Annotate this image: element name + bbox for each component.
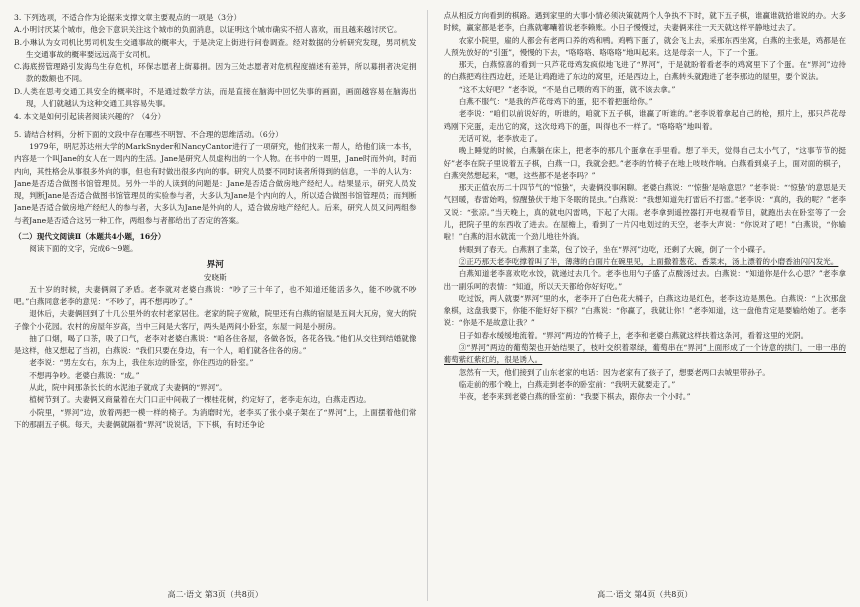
question-5-stem: 5. 请结合材料，分析下面的文段中存在哪些不明智、不合理的思维活动。（6分） xyxy=(14,129,283,139)
passage-paragraph: 白燕不服气：“是我的芦花母鸡下的蛋，犯不着把蛋给你。” xyxy=(458,97,653,107)
passage-paragraph: 晚上睡觉的时候，白燕躺在床上，把老李的那几个蛋拿在手里看。想了半天，觉得自己太小气了，“这事节节的挺好”老李在院子里说着五子棋，白燕一口，我就会把。”老李的竹椅子在地上吱吱作响。白燕看到桌子上，面对面的棋子，白燕突然想起来，“嗯，这些都不是老李吗？” xyxy=(443,146,846,180)
option-b: B.小琳认为女司机比男司机发生交通事故的概率大，于是决定上街进行问卷调查。经对数据的分析研究发现，男司机发生交通事故的概率要远远高于女司机。 xyxy=(14,37,417,59)
passage-paragraph: 日子如春水缓缓地流着。“界河”两边的竹椅子上，老李和老婆白燕就这样扶着这条河，看着这里的光阴。 xyxy=(458,330,809,340)
question-3-stem: 3. 下列选项，不适合作为论据来支撑文章主要观点的一项是（3分） xyxy=(14,13,242,22)
passage-paragraph: 转眼到了春天。白燕割了韭菜，包了饺子，坐在“界河”边吃，还剩了大碗，倒了一个小碟子。 xyxy=(458,244,771,254)
section-heading: （二）现代文阅读Ⅱ（本题共4小题，16分） xyxy=(14,232,166,242)
passage-paragraph: 农家小院里，雇的人都会有老两口养的鸡和鸭。鸡鸭下蛋了，就会飞上去，采那东西坐窝，白燕的主张是，鸡都是在人预先放好的“引蛋”，慢慢的下去，“咯咯咯、咯咯咯”地叫起来。这是母亲一人，下了一个蛋。 xyxy=(443,35,846,57)
right-page-footer: 高二·语文 第4页（共8页） xyxy=(597,590,693,599)
reading-section-2 xyxy=(14,231,417,431)
passage-title: 界河 xyxy=(206,259,224,270)
question-4: 4. 本文是如何引起读者阅读兴趣的？（4分） xyxy=(14,112,166,122)
passage-paragraph: 小院里，“界河”边，放着两把一模一样的椅子。为消磨时光，老李买了张小桌子架在了“界河”上，上面摆着他们常下的那副五子棋。每天，夫妻俩就隔着“界河”说说话，下下棋，有时还争论 xyxy=(14,407,417,429)
question-3 xyxy=(14,12,417,110)
passage-paragraph: 那天，白燕惊喜的看到一只芦花母鸡发疯似地飞进了“界河”，于是就盼着看老李的鸡窝里下了个蛋。在“界河”边待的白燕把鸡往西边赶，还是让鸡跑进了东边的窝里，还是西边上，白燕转头就跑进了老李那边的屋里，要个说法。 xyxy=(443,60,846,82)
passage-paragraph: 不想再争吵。老婆白燕说：“成。” xyxy=(29,370,140,380)
question-3-options xyxy=(14,24,417,110)
left-page-body xyxy=(14,10,417,587)
passage-paragraph: 临走前的那个晚上，白燕走到老李的卧室前：“我明天就要走了。” xyxy=(458,379,676,389)
passage-paragraph: 忽然有一天，他们接到了山东老家的电话：因为老家有了孩子了，想要老两口去城里带孙子。 xyxy=(458,367,771,377)
question-5 xyxy=(14,129,417,227)
option-c: C.海底捞管理路引发海鸟生存危机，环保志愿者上街募捐。因为三处志愿者对危机程度描述有差异，所以募捐者决定捐款的数额也不同。 xyxy=(14,62,417,84)
passage-paragraph: 半夜，老李来到老婆白燕的卧室前：“我要下棋去，跟你去一个小时。” xyxy=(458,392,691,402)
passage-paragraph: 老李说：“咱们以前说好的，听谁的，咱就下五子棋，谁赢了听谁的。”老李说着拿起自己的枪，照片上，那只芦花母鸡刚下完蛋，走出它的窝，这次母鸡下的蛋，叫得也不一样了。“咯咯咯”地叫着。 xyxy=(443,109,846,131)
passage-paragraph: 点从相反方向看到的棋路。遇到家里的大事小情必须决策就两个人争执不下时，就下五子棋，谁赢谁就拾谁说的办。大多时候，赢家都是老李，白燕就嘟囔着说老李赖账。小日子慢慢过，夫妻俩来往一天天就这样平静地过去了。 xyxy=(443,11,846,33)
passage-paragraph: 从此，院中间那条长长的水泥池子就成了夫妻俩的“界河”。 xyxy=(29,383,227,393)
passage-paragraph: “这不太好吧？”老李说，“不是自己喂的鸡下的蛋，就不该去拿。” xyxy=(458,84,676,94)
passage-paragraph: 那天正值农历二十四节气的“惊蛰”，夫妻俩没事闲聊。老婆白燕说：“‘惊蛰’是啥意思？”老李说：“‘惊蛰’的意思是天气回暖，春雷始鸣，惊醒蛰伏于地下冬眠的昆虫。”白燕说：“我想知道先打雷后不打雷。”老李说：“真的，我的呢？”老李又说：“张凉。”当天晚上，真的就电闪雷鸣，下起了大雨。老李拿到遥控器打开电视看节目，就跑出去在卧室等了一会儿，把院子里的东西收了进去。在屋檐上，看到了一片闪电划过的天空，老李大声说：“你说对了吧！”白燕说，“你输啦！”白燕的泪水就流一个劲儿地往外淌。 xyxy=(443,183,846,242)
option-d: D.人类在思考交通工具安全的概率时，不是通过数学方法，而是直接在脑海中回忆失事的画面，画面越容易在脑海出现，人们就越认为这种交通工具容易失事。 xyxy=(14,86,417,109)
question-5-passage: 1979年，明尼苏达州大学的MarkSnyder和NancyCantor进行了一项研究，他们找来一帮人，给他们读一本书，内容是一个叫Jane的女人在一周内的生活。Jane是研究人员虚构出的一个人物。在书中的一周里，Jane时而外向，时而内向，其性格会从事很多外向的事，但也有时做出很多内向的事。研究人员要不同时读者所得到的信息，一半的人认为：Jane是否适合做图书馆管理员。另外一半的人读到的问题是：Jane是否适合做房地产经纪人。结果显示，研究人员发现，判断Jane是否适合做图书馆管理员的实验参与者，大多认为Jane是个内向的人，所以适合做图书馆管理员；而判断Jane是否适合做房地产经纪人的参与者，大多认为Jane是外向的人，适合做房地产经纪人。后来，研究人员又问两组参与者Jane是否适合这另一种工作，两组参与者都给出了否定的答案。 xyxy=(14,141,417,225)
passage-paragraph: 退休后，夫妻俩回到了十几公里外的农村老家居住。老家的院子宽敞，院里还有白燕的宿屋是五间大瓦房，宽大的院子像个小花园。农村的房屋年岁高，当中三间是大客厅，两头是两间小卧室，东屋一间是小厨房。 xyxy=(14,309,417,331)
passage-paragraph: 老李说：“男左女右，东为上，我住东边的卧室，你住西边的卧室。” xyxy=(29,358,254,368)
right-page-body xyxy=(444,10,847,587)
left-page-footer: 高二·语文 第3页（共8页） xyxy=(167,590,263,599)
passage-paragraph: 抽了口烟，喝了口茶，吸了口气，老李对老婆白燕说：“咱各住各屋，各做各饭，各花各钱。”他们从交往到结婚就像是这样，他又想起了当初，白燕说：“我们只要在身边，有一个人，咱们就各住各的房。” xyxy=(14,333,417,356)
left-page xyxy=(14,10,428,601)
option-a: A.小明讨厌某个城市，他会下意识关注这个城市的负面消息，以证明这个城市确实不招人喜欢，而且越来越讨厌它。 xyxy=(14,25,402,35)
passage-author: 安晓斯 xyxy=(203,272,227,282)
underlined-sentence-3: ③“界河”两边的葡萄架也开始结果了，枝叶交织着翠绿，葡萄串在“界河”上面形成了一个诗意的拱门，一串一串的葡萄紫红紫红的，很是诱人。 xyxy=(443,343,846,365)
passage-paragraph: 植树节到了。夫妻俩又商量着在大门口正中间栽了一棵桂花树，约定好了，老李走东边，白燕走西边。 xyxy=(29,395,371,405)
right-page xyxy=(442,10,847,601)
passage-paragraph: 五十岁的时候，夫妻俩闹了矛盾。老李就对老婆白燕说：“吵了三十年了，也不知道还能活多久，能不吵就不吵吧。”白燕同意老李的意见：“不吵了，再不想再吵了。” xyxy=(14,284,417,306)
passage-paragraph: 白燕知道老李喜欢吃水饺，就递过去几个。老李也用勺子盛了点酸汤过去。白燕说：“知道你是什么心思？”老李拿出一副乐呵的表情：“知道，所以天天都给你好好吃。” xyxy=(443,269,846,291)
section-instruction: 阅读下面的文字，完成6～9题。 xyxy=(29,244,138,254)
passage-paragraph: 无话可说，老李放走了。 xyxy=(458,133,543,143)
passage-paragraph: 吃过饭，两人就要“界河”里的水，老李开了白色花大桶子，白燕这边是红色，老李这边是黑色。白燕说：“上次那盘象棋，这盘我要下，你能不能好好下棋？”白燕说：“你赢了，我就让你！”老李知道，这一盘他肯定是要输给她了。老李说：“你是不是故意让我？” xyxy=(443,293,846,328)
underlined-sentence-2: ②正巧那天老李吃撑着叫了半，薄薄的白面片在碗里见，上面撒着葱花、香菜末，汤上漂着的小磨香油闪闪发光。 xyxy=(458,256,839,266)
